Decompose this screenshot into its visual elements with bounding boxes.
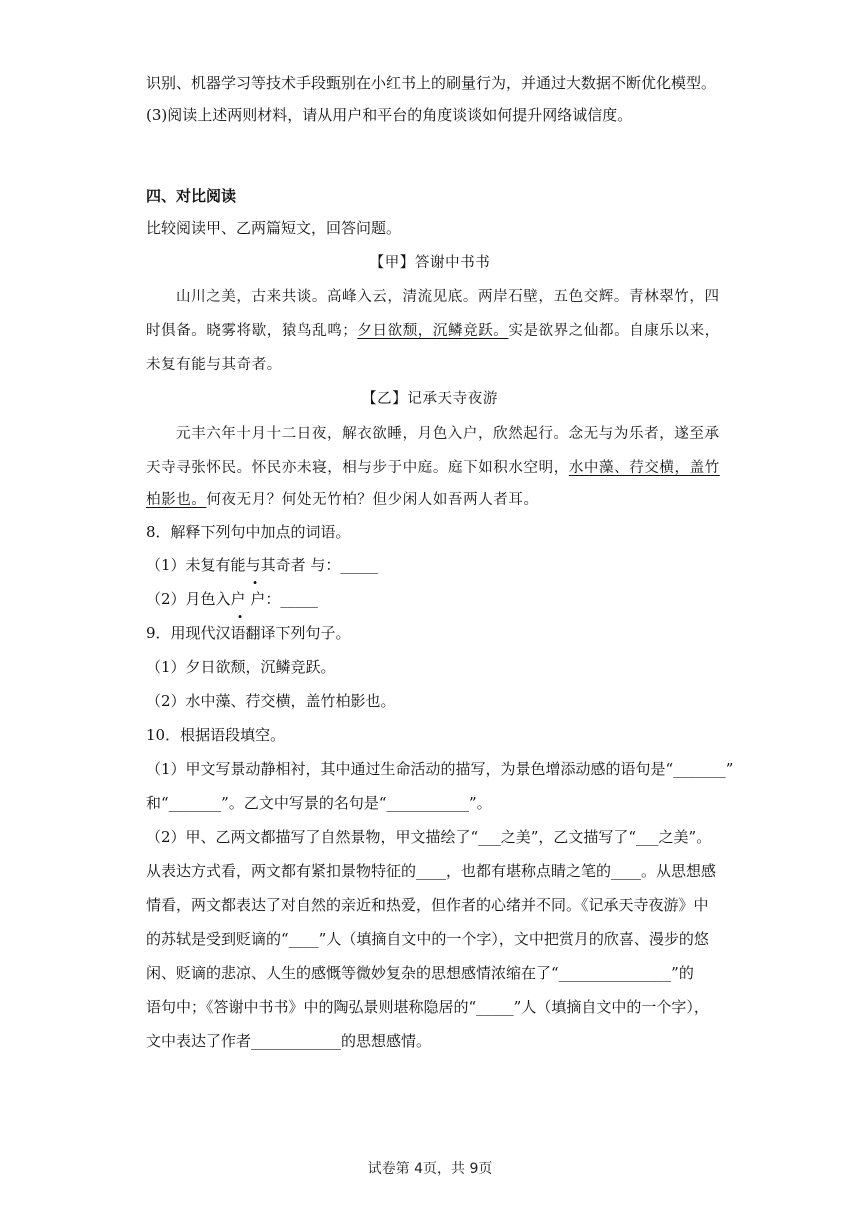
question-10-line: 和“_______”。乙文中写景的名句是“___________”。	[146, 794, 492, 812]
question-10-line: 文中表达了作者____________的思想感情。	[146, 1032, 432, 1050]
passage-a-line: 山川之美，古来共谈。高峰入云，清流见底。两岸石壁，五色交辉。青林翠竹，四	[176, 289, 720, 305]
question-10-line: 语句中；《答谢中书书》中的陶弘景则堪称隐居的“_____”人（填摘自文中的一个字），	[146, 998, 709, 1016]
question-8-item-1	[146, 554, 378, 576]
question-3-prompt: (3)阅读上述两则材料，请从用户和平台的角度谈谈如何提升网络诚信度。	[146, 106, 633, 124]
item-text: 户：_____	[245, 590, 318, 608]
passage-b-line	[146, 489, 539, 511]
section-intro: 比较阅读甲、乙两篇短文，回答问题。	[146, 219, 402, 237]
question-10-line: （1）甲文写景动静相衬，其中通过生命活动的描写，为景色增添动感的语句是“_______”	[146, 760, 734, 778]
question-10-line: 闲、贬谪的悲凉、人生的感慨等微妙复杂的思想感情浓缩在了“_______________”的	[146, 964, 694, 982]
passage-a-line	[146, 320, 720, 342]
underlined-sentence: 水中藻、荇交横，盖竹	[568, 460, 720, 476]
question-10-line: 的苏轼是受到贬谪的“____”人（填摘自文中的一个字），文中把赏月的欣喜、漫步的悠	[146, 930, 709, 948]
question-10-line: 从表达方式看，两文都有紧扣景物特征的____，也都有堪称点睛之笔的____。从思想感	[146, 862, 717, 880]
passage-a-text: 时俱备。晓雾将歇，猿鸟乱鸣；	[146, 323, 358, 339]
item-text: （2）月色入	[146, 590, 231, 608]
question-8-item-2	[146, 588, 318, 610]
passage-b-line: 元丰六年十月十二日夜，解衣欲睡，月色入户，欣然起行。念无与为乐者，遂至承	[176, 426, 720, 442]
dotted-word: 与	[245, 556, 261, 574]
underlined-sentence: 柏影也。	[146, 492, 207, 508]
question-8-stem: 8．解释下列句中加点的词语。	[146, 523, 351, 541]
passage-a-title: 【甲】答谢中书书	[369, 255, 491, 271]
passage-b-title: 【乙】记承天寺夜游	[362, 391, 498, 407]
question-9-item-2: （2）水中藻、荇交横，盖竹柏影也。	[146, 692, 396, 710]
item-text: 其奇者 与：_____	[260, 556, 378, 574]
material-text-line: 识别、机器学习等技术手段甄别在小红书上的刷量行为，并通过大数据不断优化模型。	[146, 74, 717, 92]
passage-a-text: 实是欲界之仙都。自康乐以来，	[508, 323, 720, 339]
passage-b-text: 天寺寻张怀民。怀民亦未寝，相与步于中庭。庭下如积水空明，	[146, 460, 569, 476]
passage-b-text: 何夜无月？何处无竹柏？但少闲人如吾两人者耳。	[206, 492, 539, 508]
page-footer: 试卷第 4页，共 9页	[367, 1161, 493, 1177]
dotted-word: 户	[230, 590, 246, 608]
underlined-sentence: 夕日欲颓，沉鳞竞跃。	[357, 323, 509, 339]
passage-b-line	[146, 457, 720, 479]
passage-a-line: 未复有能与其奇者。	[146, 357, 282, 373]
question-10-line: 情看，两文都表达了对自然的亲近和热爱，但作者的心绪并不同。《记承天寺夜游》中	[146, 896, 709, 914]
question-9-item-1: （1）夕日欲颓，沉鳞竞跃。	[146, 658, 336, 676]
question-10-stem: 10．根据语段填空。	[146, 726, 286, 744]
question-10-line: （2）甲、乙两文都描写了自然景物，甲文描绘了“___之美”，乙文描写了“___之美”。	[146, 828, 712, 846]
section-title: 四、对比阅读	[146, 187, 237, 205]
question-9-stem: 9．用现代汉语翻译下列句子。	[146, 624, 351, 642]
item-text: （1）未复有能	[146, 556, 246, 574]
